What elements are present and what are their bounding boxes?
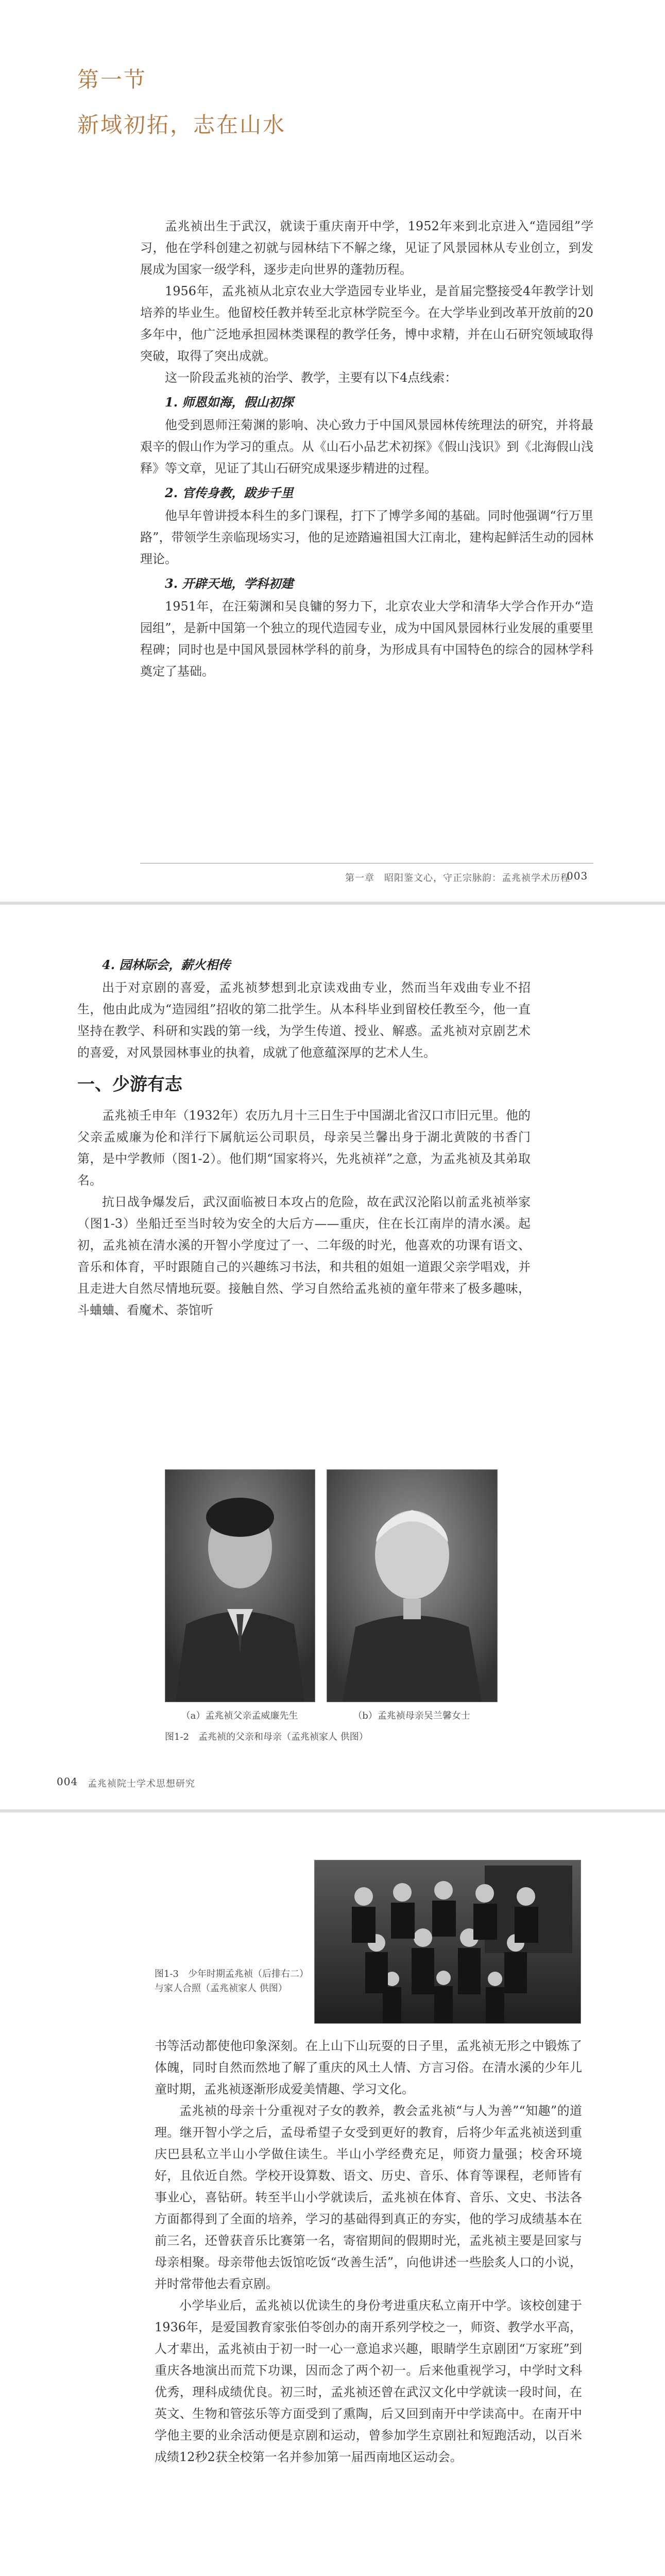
subhead: 2. 官传身教，跋步千里 — [165, 485, 294, 500]
running-footer: 第一章 昭阳鉴文心，守正宗脉韵：孟兆祯学术历程 — [345, 873, 570, 884]
paragraph: 他受到恩师汪菊渊的影响、决心致力于中国风景园林传统理法的研究，并将最艰辛的假山作为学习的重点。从《山石小品艺术初探》《假山浅识》到《北海假山浅释》等文章，见证了其山石研究成果逐步精进的过程。 — [140, 418, 593, 476]
photo-caption-a: （a）孟兆祯父亲孟威廉先生 — [181, 1710, 298, 1721]
body-text — [77, 951, 531, 1321]
page-005 — [0, 1812, 665, 2576]
figure-caption: 图1-3 少年时期孟兆祯（后排右二）与家人合照（孟兆祯家人 供图） — [155, 1969, 304, 1994]
paragraph: 孟兆祯壬申年（1932年）农历九月十三日生于中国湖北省汉口市旧元里。他的父亲孟威廉为伦和洋行下属航运公司职员，母亲吴兰馨出身于湖北黄陂的书香门第，是中学教师（图1-2）。他们期“国家将兴，先兆祯祥”之意，为孟兆祯及其弟取名。 — [77, 1108, 531, 1188]
paragraph: 抗日战争爆发后，武汉面临被日本攻占的危险，故在武汉沦陷以前孟兆祯举家（图1-3）坐船迁至当时较为安全的大后方——重庆，住在长江南岸的清水溪。起初，孟兆祯在清水溪的开智小学度过了一、二年级的时光，他喜欢的功课有语文、音乐和体育，平时跟随自己的兴趣练习书法，和共租的姐姐一道跟父亲学唱戏，并且走进大自然尽情地玩耍。接触自然、学习自然给孟兆祯的童年带来了极多趣味，斗蛐蛐、看魔术、荼馆听 — [77, 1195, 531, 1317]
subhead: 4. 园林际会，薪火相传 — [102, 957, 231, 972]
subhead: 3. 开辟天地，学科初建 — [165, 576, 294, 591]
photo-family-group — [314, 1860, 581, 2024]
figure-caption: 图1-2 孟兆祯的父亲和母亲（孟兆祯家人 供图） — [165, 1732, 368, 1742]
intro-text — [140, 215, 593, 682]
paragraph: 孟兆祯的母亲十分重视对子女的教养，教会孟兆祯“与人为善”“知趣”的道理。继开智小学之后，孟母希望子女受到更好的教育，后将少年孟兆祯送到重庆巴县私立半山小学做住读生。半山小学经费充足，师资力量强；校舍环境好，且依近自然。学校开设算数、语文、历史、音乐、体育等课程，老师皆有事业心，喜钻研。转至半山小学就读后，孟兆祯在体育、音乐、文史、书法各方面都得到了全面的培养，学习的基础得到真正的夯实，他的学习成绩基本在前三名，还曾获音乐比赛第一名，寄宿期间的假期时光，孟兆祯主要是回家与母亲相聚。母亲带他去饭馆吃饭“改善生活”，向他讲述一些脍炙人口的小说，并时常带他去看京剧。 — [155, 2104, 582, 2291]
page-004 — [0, 905, 665, 1809]
photo-father — [165, 1469, 315, 1702]
body-text — [155, 2035, 582, 2468]
page-003 — [0, 0, 665, 902]
paragraph: 小学毕业后，孟兆祯以优读生的身份考进重庆私立南开中学。该校创建于1936年，是爱国教育家张伯苓创办的南开系列学校之一，师资、教学水平高，人才辈出，孟兆祯由于初一时一心一意追求兴趣，眼睛学生京剧团“万家班”到重庆各地演出而荒下功课，因而念了两个初一。后来他重视学习，中学时文科优秀，理科成绩优良。初三时，孟兆祯还曾在武汉文化中学就读一段时间，在英文、生物和管弦乐等方面受到了熏陶，后又回到南开中学读高中。在南开中学他主要的业余活动便是京剧和运动，曾参加学生京剧社和短跑活动，以百米成绩12秒2获全校第一名并参加第一届西南地区运动会。 — [155, 2298, 582, 2464]
paragraph: 1951年，在汪菊渊和吴良镛的努力下，北京农业大学和清华大学合作开办“造园组”，是新中国第一个独立的现代造园专业，成为中国风景园林行业发展的重要里程碑；同时也是中国风景园林学科的前身，为形成具有中国特色的综合的园林学科奠定了基础。 — [140, 599, 593, 679]
section-title: 新域初拓，志在山水 — [77, 112, 286, 138]
group-photo-illustration — [315, 1860, 581, 2023]
paragraph: 书等活动都使他印象深刻。在上山下山玩耍的日子里，孟兆祯无形之中锻炼了体魄，同时自然而然地了解了重庆的风土人情、方言习俗。在清水溪的少年儿童时期，孟兆祯逐渐形成爱美情趣、学习文化。 — [155, 2039, 582, 2096]
section-label: 第一节 — [77, 67, 147, 92]
running-footer: 孟兆祯院士学术思想研究 — [88, 1778, 195, 1789]
photo-mother — [327, 1469, 498, 1702]
paragraph: 这一阶段孟兆祯的治学、教学，主要有以下4点线索： — [165, 370, 457, 385]
subhead: 1. 师恩如海，假山初探 — [165, 395, 294, 410]
paragraph: 他早年曾讲授本科生的多门课程，打下了博学多闻的基础。同时他强调“行万里路”，带领学生亲临现场实习，他的足迹踏遍祖国大江南北，建构起鲜活生动的园林理论。 — [140, 509, 593, 566]
portrait-illustration — [165, 1470, 315, 1702]
photo-caption-b: （b）孟兆祯母亲吴兰馨女士 — [353, 1710, 470, 1721]
paragraph: 孟兆祯出生于武汉，就读于重庆南开中学，1952年来到北京进入“造园组”学习，他在学科创建之初就与园林结下不解之缘，见证了风景园林从专业创立，到发展成为国家一级学科，逐步走向世界的蓬勃历程。 — [140, 219, 593, 277]
page-number: 003 — [567, 870, 588, 882]
section-heading: 一、少游有志 — [77, 1074, 182, 1095]
page-number: 004 — [57, 1775, 78, 1788]
paragraph: 出于对京剧的喜爱，孟兆祯梦想到北京读戏曲专业，然而当年戏曲专业不招生，他由此成为“造园组”招收的第二批学生。从本科毕业到留校任教至今，他一直坚持在教学、科研和实践的第一线，为学生传道、授业、解惑。孟兆祯对京剧艺术的喜爱，对风景园林事业的执着，成就了他意蕴深厚的艺术人生。 — [77, 980, 531, 1060]
paragraph: 1956年，孟兆祯从北京农业大学造园专业毕业，是首届完整接受4年教学计划培养的毕业生。他留校任教并转至北京林学院至今。在大学毕业到改革开放前的20多年中，他广泛地承担园林类课程的教学任务，博中求精，并在山石研究领域取得突破，取得了突出成就。 — [140, 284, 593, 363]
portrait-illustration — [327, 1470, 497, 1702]
